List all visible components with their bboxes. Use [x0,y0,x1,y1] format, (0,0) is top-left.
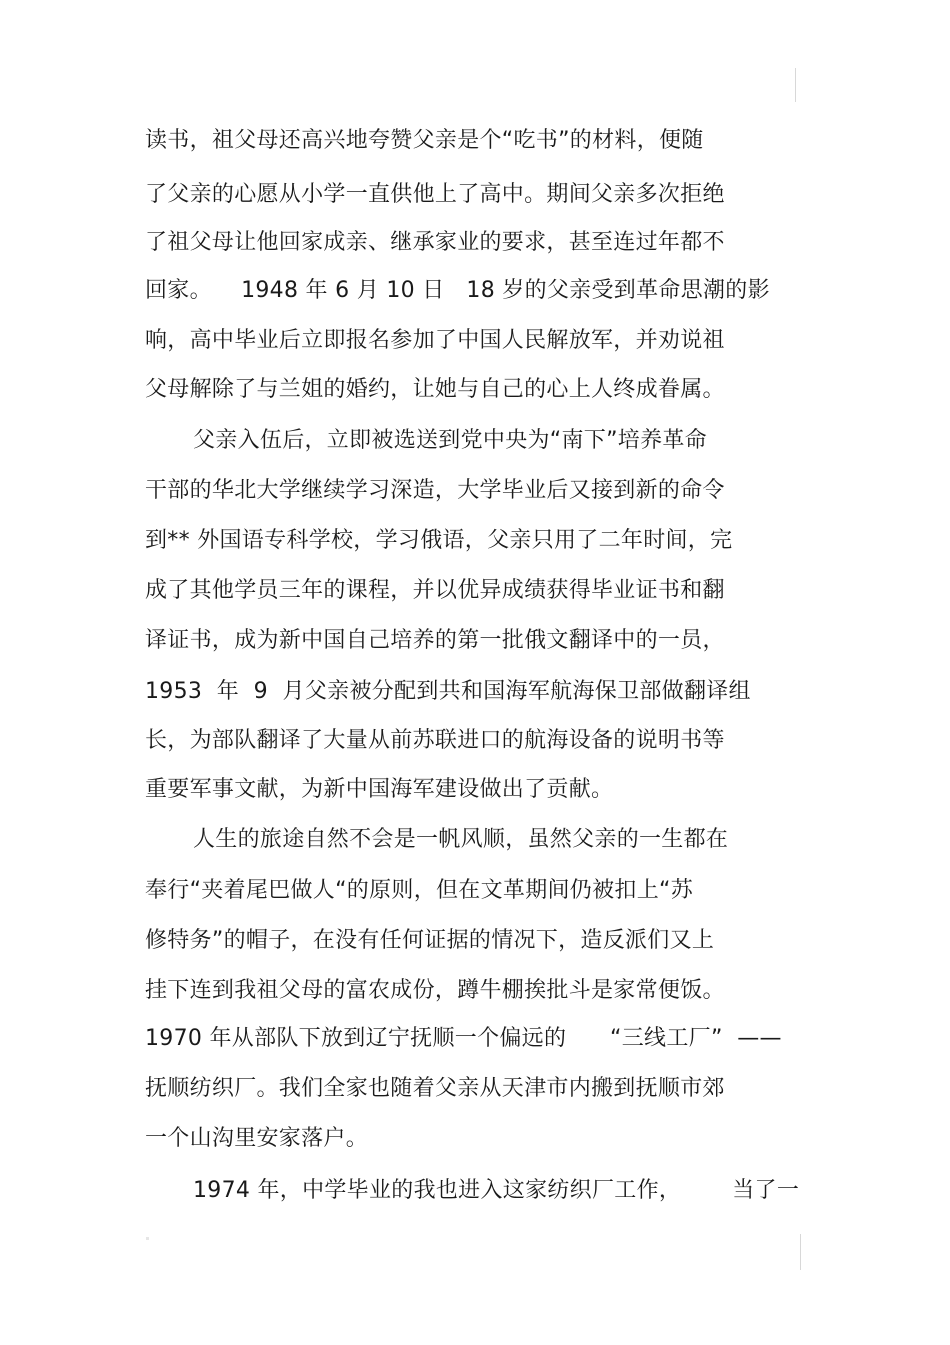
text-line-19: 1970 年从部队下放到辽宁抚顺一个偏远的 “三线工厂” —— [145,1026,782,1051]
page-speck [146,1237,149,1240]
text-line-17: 修特务”的帽子，在没有任何证据的情况下，造反派们又上 [145,928,715,953]
text-line-12: 1953 年 9 月父亲被分配到共和国海军航海保卫部做翻译组 [145,679,751,704]
text-line-3: 了祖父母让他回家成亲、继承家业的要求，甚至连过年都不 [145,230,725,255]
page-edge-mark-top [795,68,796,102]
text-line-22: 1974 年，中学毕业的我也进入这家纺织厂工作， 当了一 [193,1178,800,1203]
text-line-11: 译证书，成为新中国自己培养的第一批俄文翻译中的一员， [145,628,725,653]
text-line-8: 干部的华北大学继续学习深造，大学毕业后又接到新的命令 [145,478,725,503]
text-line-10: 成了其他学员三年的课程，并以优异成绩获得毕业证书和翻 [145,578,725,603]
text-line-6: 父母解除了与兰姐的婚约，让她与自己的心上人终成眷属。 [145,377,725,402]
page-edge-mark-bottom [800,1234,801,1270]
text-line-21: 一个山沟里安家落户。 [145,1126,369,1151]
text-line-4: 回家。 1948 年 6 月 10 日 18 岁的父亲受到革命思潮的影 [145,278,770,303]
text-line-2: 了父亲的心愿从小学一直供他上了高中。期间父亲多次拒绝 [145,182,725,207]
text-line-5: 响，高中毕业后立即报名参加了中国人民解放军，并劝说祖 [145,328,725,353]
text-line-13: 长，为部队翻译了大量从前苏联进口的航海设备的说明书等 [145,728,725,753]
text-line-14: 重要军事文献，为新中国海军建设做出了贡献。 [145,777,614,802]
text-line-20: 抚顺纺织厂。我们全家也随着父亲从天津市内搬到抚顺市郊 [145,1076,725,1101]
text-line-18: 挂下连到我祖父母的富农成份，蹲牛棚挨批斗是家常便饭。 [145,978,725,1003]
text-line-16: 奉行“夹着尾巴做人“的原则，但在文革期间仍被扣上“苏 [145,878,693,903]
text-line-9: 到** 外国语专科学校，学习俄语，父亲只用了二年时间，完 [145,528,733,553]
text-line-1: 读书，祖父母还高兴地夸赞父亲是个“吃书”的材料，便随 [145,128,704,153]
text-line-7: 父亲入伍后，立即被选送到党中央为“南下”培养革命 [193,428,707,453]
text-line-15: 人生的旅途自然不会是一帆风顺，虽然父亲的一生都在 [193,827,729,852]
